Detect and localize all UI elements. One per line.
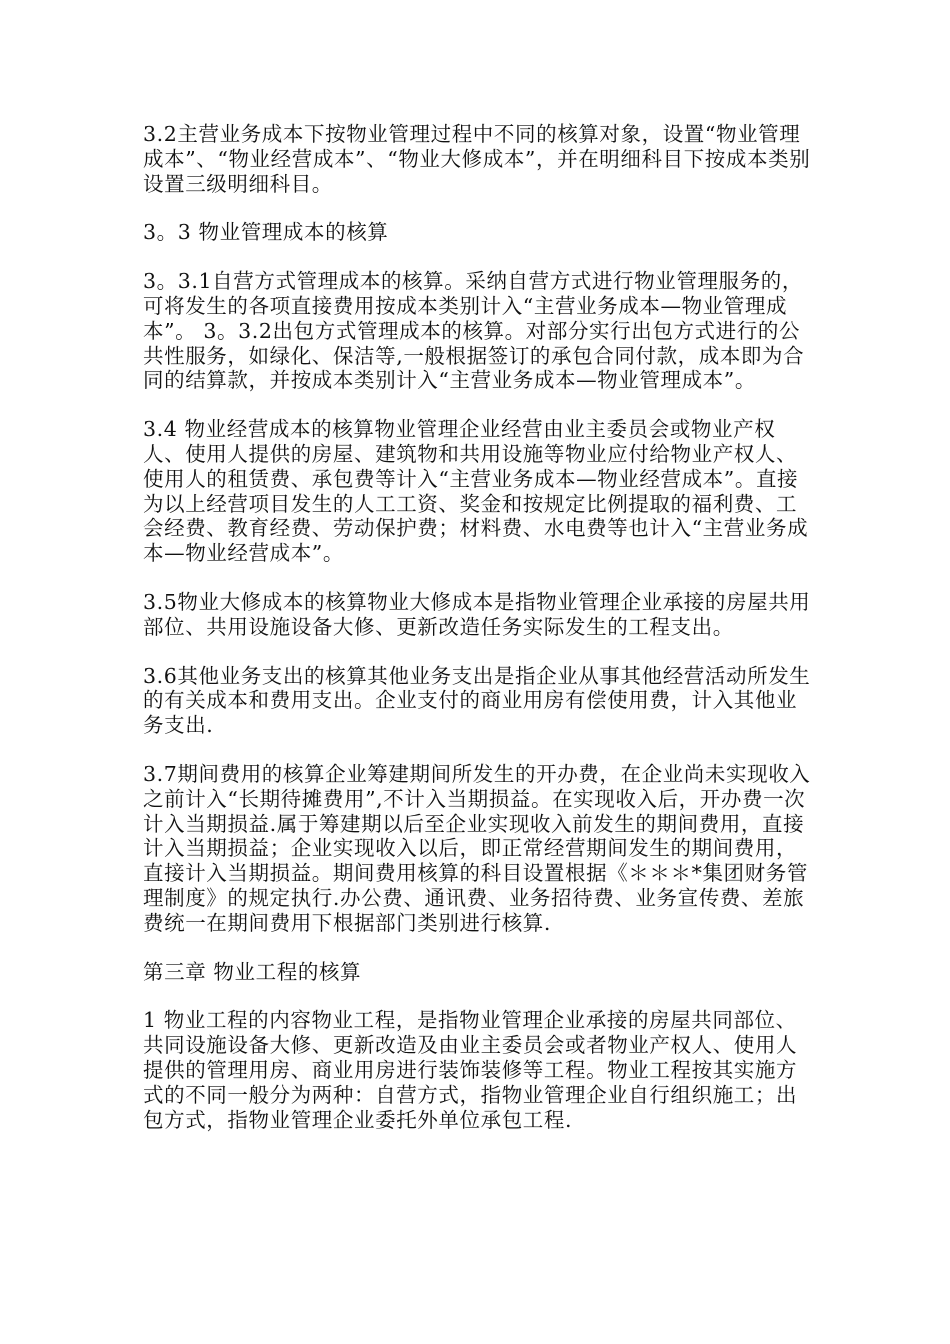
heading-3-3: 3。3 物业管理成本的核算 (143, 220, 389, 245)
paragraph-chapter-3-1: 1 物业工程的内容物业工程，是指物业管理企业承接的房屋共同部位、共同设施设备大修、更新改造及由业主委员会或者物业产权人、使用人提供的管理用房、商业用房进行装饰装修等工程。物业工程按其实施方式的不同一般分为两种：自营方式，指物业管理企业自行组织施工；出包方式，指物业管理企业委托外单位承包工程. (143, 1008, 798, 1132)
paragraph-3-6: 3.6其他业务支出的核算其他业务支出是指企业从事其他经营活动所发生的有关成本和费用支出。企业支付的商业用房有偿使用费，计入其他业务支出. (143, 663, 811, 738)
chapter-3-heading: 第三章 物业工程的核算 (143, 959, 362, 984)
paragraph-3-7: 3.7期间费用的核算企业筹建期间所发生的开办费，在企业尚未实现收入之前计入“长期待摊费用”,不计入当期损益。在实现收入后，开办费一次计入当期损益.属于筹建期以后至企业实现收入前发生的期间费用，直接计入当期损益；企业实现收入以后，即正常经营期间发生的期间费用，直接计入当期损益。期间费用核算的科目设置根据《＊＊＊*集团财务管理制度》的规定执行.办公费、通讯费、业务招待费、业务宣传费、差旅费统一在期间费用下根据部门类别进行核算. (143, 761, 811, 935)
paragraph-3-5: 3.5物业大修成本的核算物业大修成本是指物业管理企业承接的房屋共用部位、共用设施设备大修、更新改造任务实际发生的工程支出。 (143, 589, 811, 639)
paragraph-3-3-1: 3。3.1自营方式管理成本的核算。采纳自营方式进行物业管理服务的，可将发生的各项直接费用按成本类别计入“主营业务成本—物业管理成本”。 3。3.2出包方式管理成本的核算。对部分实行出包方式进行的公共性服务，如绿化、保洁等,一般根据签订的承包合同付款，成本即为合同的结算款，并按成本类别计入“主营业务成本—物业管理成本”。 (143, 269, 805, 393)
paragraph-3-4: 3.4 物业经营成本的核算物业管理企业经营由业主委员会或物业产权人、使用人提供的房屋、建筑物和共用设施等物业应付给物业产权人、使用人的租赁费、承包费等计入“主营业务成本—物业经营成本”。直接为以上经营项目发生的人工工资、奖金和按规定比例提取的福利费、工会经费、教育经费、劳动保护费；材料费、水电费等也计入“主营业务成本—物业经营成本”。 (143, 417, 809, 566)
paragraph-3-2: 3.2主营业务成本下按物业管理过程中不同的核算对象，设置“物业管理成本”、“物业经营成本”、“物业大修成本”，并在明细科目下按成本类别设置三级明细科目。 (143, 122, 811, 196)
document-body (143, 122, 813, 1156)
